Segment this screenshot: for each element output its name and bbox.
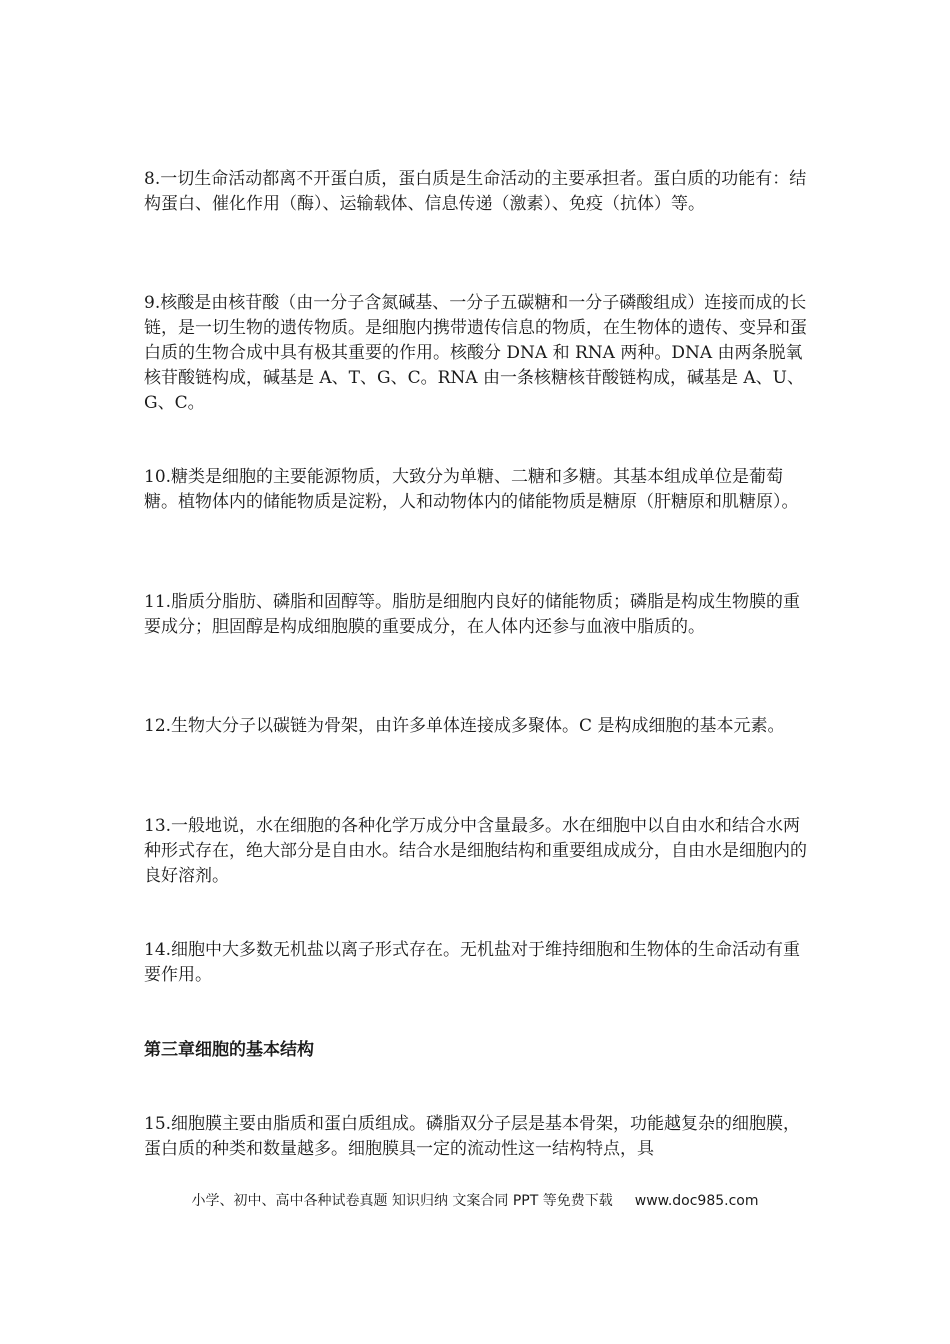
paragraph-14: 14.细胞中大多数无机盐以离子形式存在。无机盐对于维持细胞和生物体的生命活动有重要作用。	[144, 940, 801, 985]
paragraph-8: 8.一切生命活动都离不开蛋白质，蛋白质是生命活动的主要承担者。蛋白质的功能有：结构蛋白、催化作用（酶）、运输载体、信息传递（激素）、免疫（抗体）等。	[144, 169, 807, 214]
footer-text: 小学、初中、高中各种试卷真题 知识归纳 文案合同 PPT 等免费下载	[191, 1193, 613, 1209]
paragraph-9: 9.核酸是由核苷酸（由一分子含氮碱基、一分子五碳糖和一分子磷酸组成）连接而成的长链，是一切生物的遗传物质。是细胞内携带遗传信息的物质，在生物体的遗传、变异和蛋白质的生物合成中具有极其重要的作用。核酸分 DNA 和 RNA 两种。DNA 由两条脱氧核苷酸链构成，碱基是 A、T、G、C。RNA 由一条核糖核苷酸链构成，碱基是 A、U、G、C。	[144, 293, 807, 413]
paragraph-10: 10.糖类是细胞的主要能源物质，大致分为单糖、二糖和多糖。其基本组成单位是葡萄糖。植物体内的储能物质是淀粉，人和动物体内的储能物质是糖原（肝糖原和肌糖原）。	[144, 467, 799, 512]
footer-url[interactable]: www.doc985.com	[634, 1193, 759, 1209]
paragraph-11: 11.脂质分脂肪、磷脂和固醇等。脂肪是细胞内良好的储能物质；磷脂是构成生物膜的重要成分；胆固醇是构成细胞膜的重要成分，在人体内还参与血液中脂质的。	[144, 592, 801, 637]
paragraph-12: 12.生物大分子以碳链为骨架，由许多单体连接成多聚体。C 是构成细胞的基本元素。	[144, 716, 785, 736]
chapter-heading: 第三章细胞的基本结构	[144, 1040, 314, 1060]
page-footer	[0, 1190, 950, 1212]
paragraph-13: 13.一般地说，水在细胞的各种化学万成分中含量最多。水在细胞中以自由水和结合水两种形式存在，绝大部分是自由水。结合水是细胞结构和重要组成成分，自由水是细胞内的良好溶剂。	[144, 816, 807, 886]
paragraph-15: 15.细胞膜主要由脂质和蛋白质组成。磷脂双分子层是基本骨架，功能越复杂的细胞膜，蛋白质的种类和数量越多。细胞膜具一定的流动性这一结构特点，具	[144, 1114, 801, 1159]
